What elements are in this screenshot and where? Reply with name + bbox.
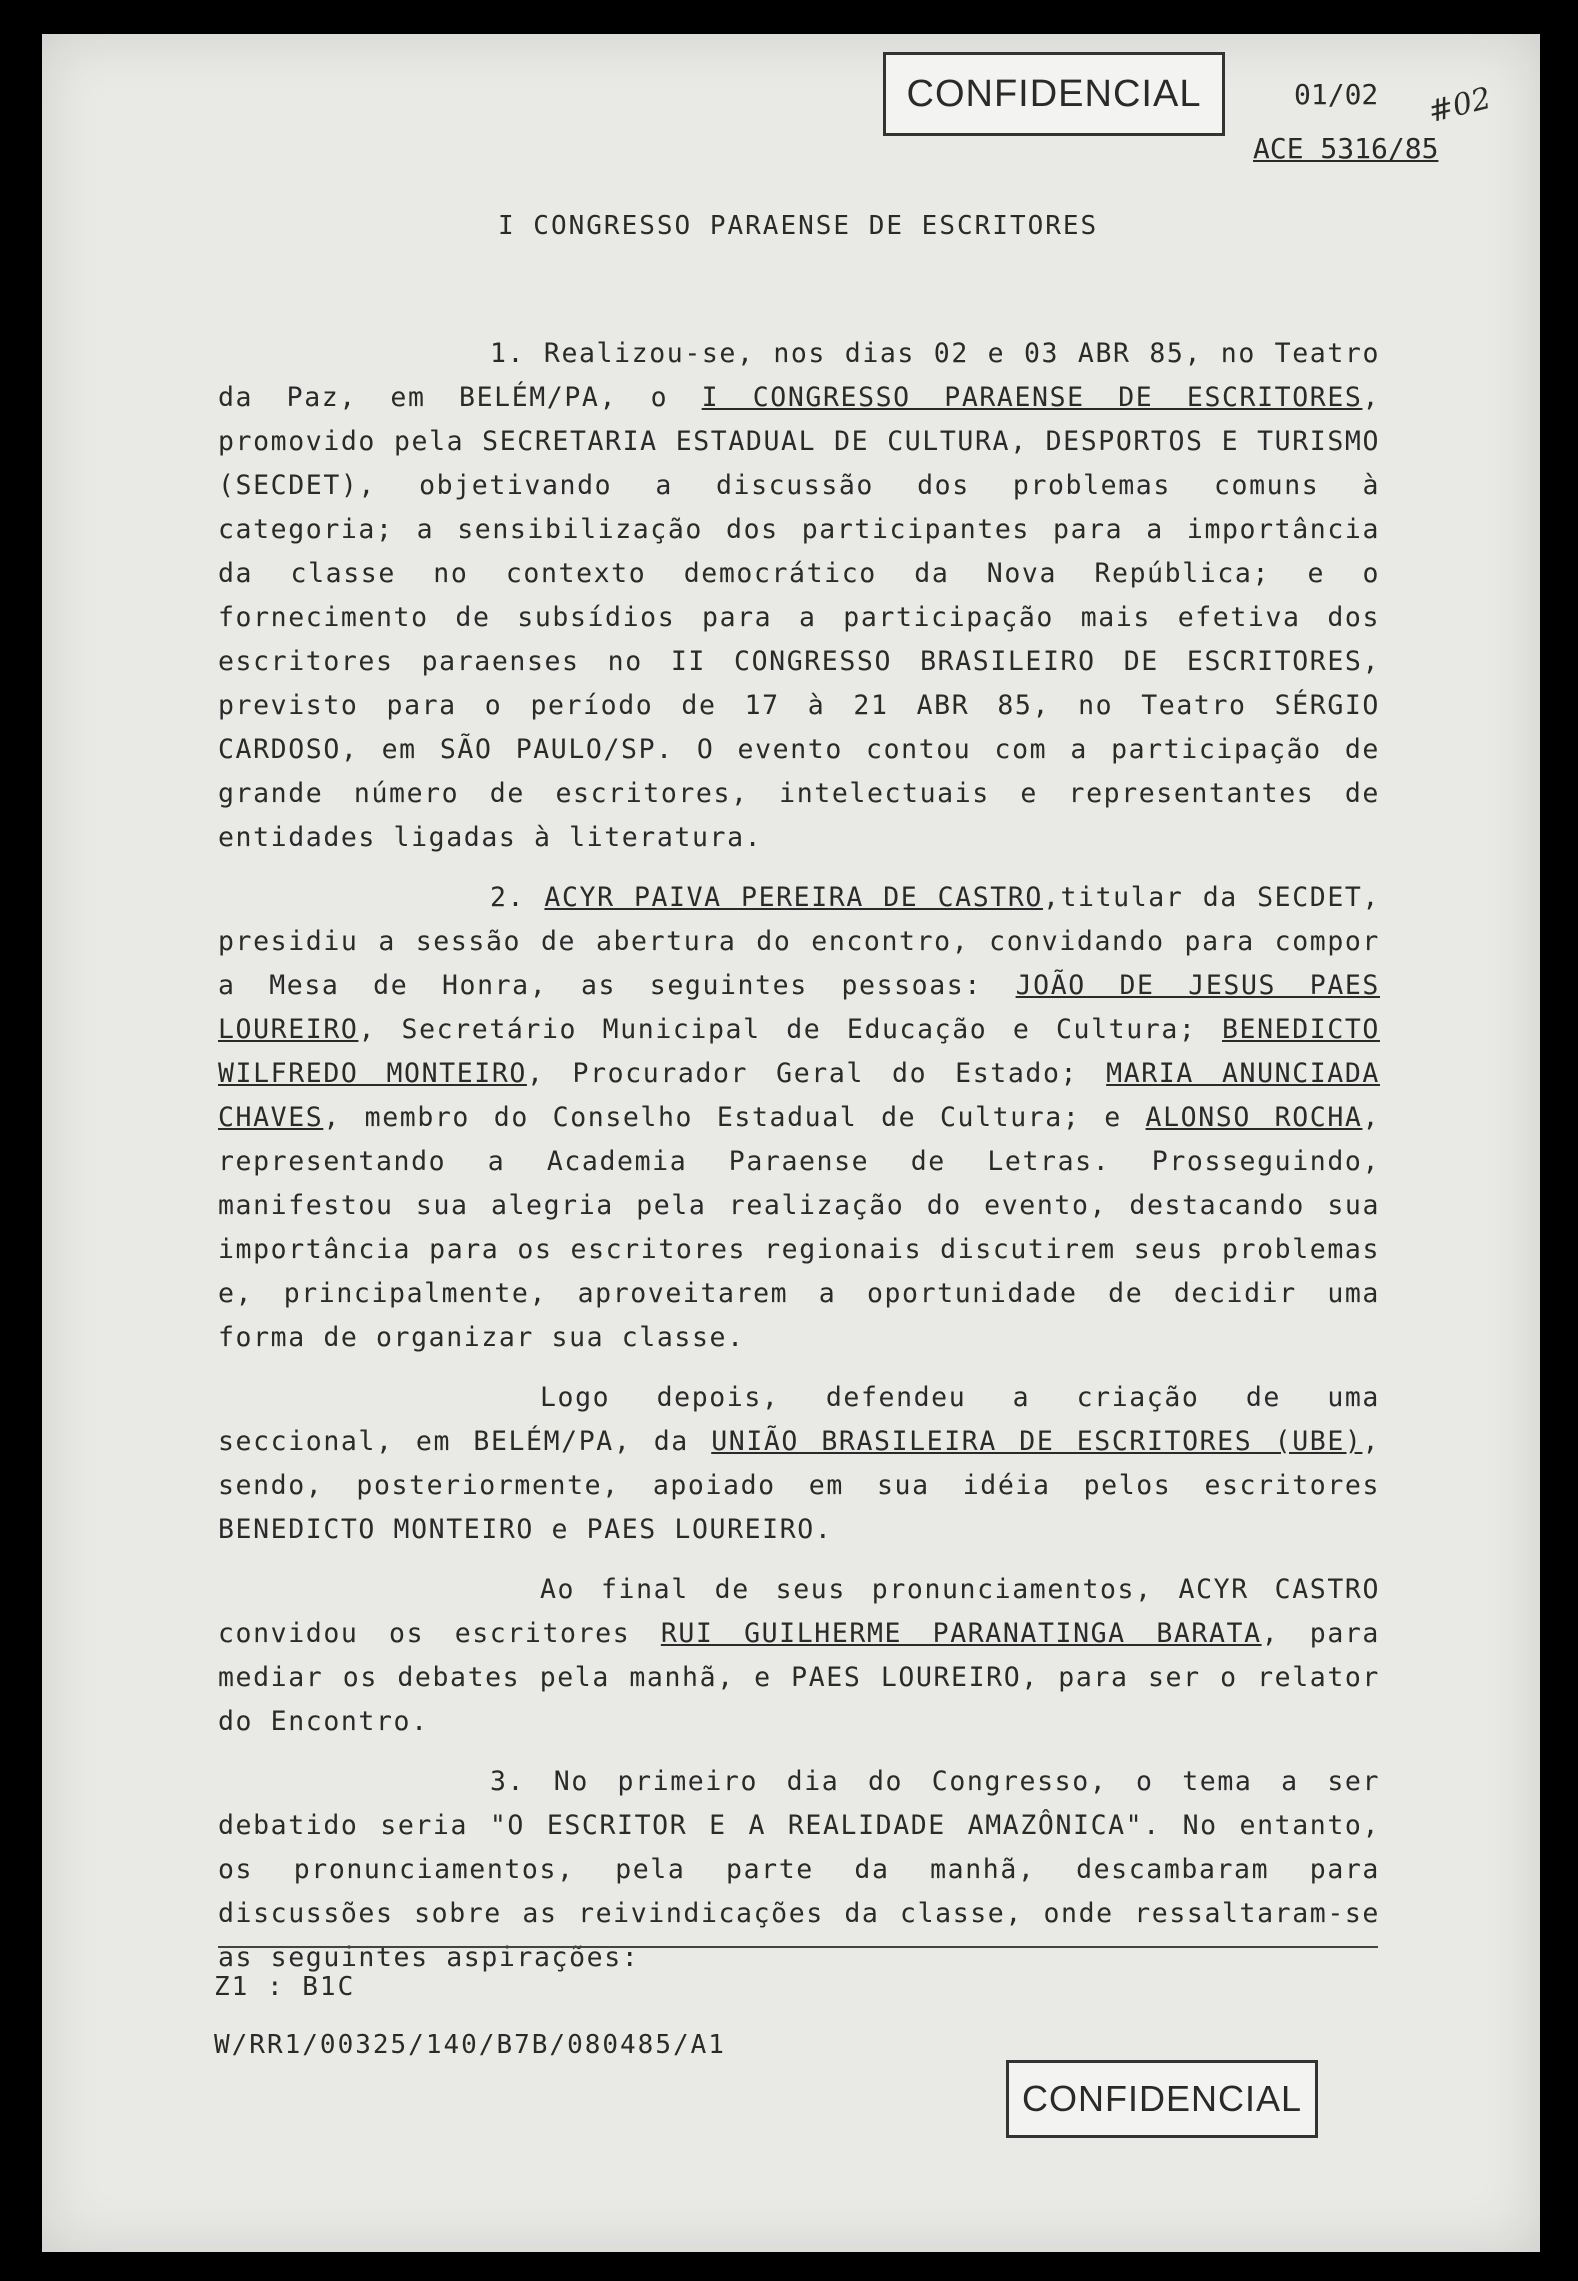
footer-classification: Z1 : B1C xyxy=(214,1972,356,2002)
paragraph-text: 2. xyxy=(490,882,545,913)
paragraph-text: Ao final de seus pronunciamentos, ACYR CASTRO convidou os escritores xyxy=(218,1574,1380,1649)
page-number: 01/02 xyxy=(1294,78,1379,111)
paragraph-text: , para mediar os debates pela manhã, e PAES LOUREIRO, para ser o relator do Encontro. xyxy=(218,1618,1380,1737)
paragraph-text: Logo depois, defendeu a criação de uma seccional, em BELÉM/PA, da xyxy=(218,1382,1380,1457)
handwritten-mark: #02 xyxy=(1424,80,1495,131)
paragraph-2 xyxy=(218,876,1380,1360)
paragraph-5: 3. No primeiro dia do Congresso, o tema a ser debatido seria "O ESCRITOR E A REALIDADE AMAZÔNICA". No entanto, os pronunciamentos, pela parte da manhã, descambaram para discussões sobre as reivindicações da classe, onde ressaltaram-se as seguintes aspirações: xyxy=(218,1766,1380,1973)
document-body xyxy=(218,332,1380,1980)
paragraph-text: , promovido pela SECRETARIA ESTADUAL DE CULTURA, DESPORTOS E TURISMO (SECDET), objetivando a discussão dos problemas comuns à categoria; a sensibilização dos participantes para a importância da classe no contexto democrático da Nova República; e o fornecimento de subsídios para a participação mais efetiva dos escritores paraenses no II CONGRESSO BRASILEIRO DE ESCRITORES, previsto para o período de 17 à 21 ABR 85, no Teatro SÉRGIO CARDOSO, em SÃO PAULO/SP. O evento contou com a participação de grande número de escritores, intelectuais e representantes de entidades ligadas à literatura. xyxy=(218,382,1380,853)
confidential-stamp-top: CONFIDENCIAL xyxy=(883,52,1225,136)
paragraph-text: , Procurador Geral do Estado; xyxy=(526,1058,1107,1089)
ace-reference: ACE 5316/85 xyxy=(1253,132,1439,165)
footer-reference-code: W/RR1/00325/140/B7B/080485/A1 xyxy=(214,2030,726,2060)
paragraph-1 xyxy=(218,332,1380,860)
paragraph-text: , sendo, posteriormente, apoiado em sua idéia pelos escritores BENEDICTO MONTEIRO e PAES LOUREIRO. xyxy=(218,1426,1380,1545)
paragraph-3 xyxy=(218,1376,1380,1552)
paragraph-text: , membro do Conselho Estadual de Cultura; e xyxy=(323,1102,1146,1133)
document-title: I CONGRESSO PARAENSE DE ESCRITORES xyxy=(498,211,1099,241)
confidential-stamp-bottom: CONFIDENCIAL xyxy=(1006,2060,1318,2138)
underlined-name: ALONSO ROCHA xyxy=(1145,1102,1363,1133)
underlined-name: BENEDICTO WILFREDO MONTEIRO xyxy=(218,1014,1380,1089)
underlined-name: JOÃO DE JESUS PAES LOUREIRO xyxy=(218,970,1380,1045)
underlined-name: UNIÃO BRASILEIRA DE ESCRITORES (UBE) xyxy=(711,1426,1363,1457)
paragraph-text: ,titular da SECDET, presidiu a sessão de abertura do encontro, convidando para compor a Mesa de Honra, as seguintes pessoas: xyxy=(218,882,1380,1001)
underlined-name: ACYR PAIVA PEREIRA DE CASTRO xyxy=(544,882,1043,913)
paragraph-text: 1. Realizou-se, nos dias 02 e 03 ABR 85, no Teatro da Paz, em BELÉM/PA, o xyxy=(218,338,1380,413)
underlined-name: RUI GUILHERME PARANATINGA BARATA xyxy=(660,1618,1262,1649)
paragraph-text: , representando a Academia Paraense de Letras. Prosseguindo, manifestou sua alegria pela realização do evento, destacando sua importância para os escritores regionais discutirem seus problemas e, principalmente, aproveitarem a oportunidade de decidir uma forma de organizar sua classe. xyxy=(218,1102,1380,1353)
underlined-name: I CONGRESSO PARAENSE DE ESCRITORES xyxy=(701,382,1363,413)
paragraph-4 xyxy=(218,1568,1380,1744)
paragraph-text: , Secretário Municipal de Educação e Cultura; xyxy=(358,1014,1222,1045)
footer-divider xyxy=(218,1946,1378,1948)
underlined-name: MARIA ANUNCIADA CHAVES xyxy=(218,1058,1380,1133)
